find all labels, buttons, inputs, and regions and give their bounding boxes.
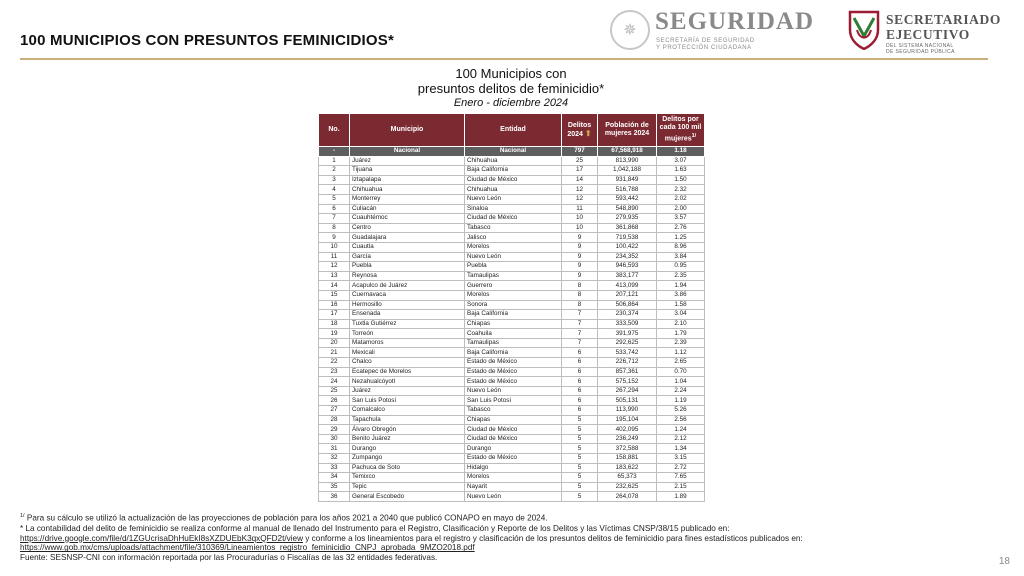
table-cell: 813,990 (598, 156, 657, 166)
table-cell: Tabasco (465, 223, 562, 233)
footnote-2: * La contabilidad del delito de feminicidio se realiza conforme al manual de llenado del Instrumento para el Registro, Clasificación y Reporte de los Delitos y las Víctimas CNSP/38/15 publicado en: (20, 523, 730, 533)
table-row (319, 329, 705, 339)
table-cell: Hermosillo (350, 300, 465, 310)
arrow-up-icon: ⬆ (584, 128, 592, 138)
table-cell: 1.25 (657, 233, 705, 243)
table-cell: Jalisco (465, 233, 562, 243)
table-cell: 67,568,918 (598, 147, 657, 157)
table-cell: 32 (319, 454, 350, 464)
table-row (319, 300, 705, 310)
table-cell: 9 (562, 252, 598, 262)
seguridad-subtitle-1: SECRETARÍA DE SEGURIDAD (656, 38, 755, 44)
table-cell: 505,131 (598, 396, 657, 406)
table-cell: 2.65 (657, 358, 705, 368)
table-cell: Puebla (350, 262, 465, 272)
secretariado-logo (848, 10, 1013, 56)
table-cell: 1.24 (657, 425, 705, 435)
table-cell: 183,622 (598, 463, 657, 473)
table-cell: Estado de México (465, 377, 562, 387)
table-cell: Estado de México (465, 367, 562, 377)
table-cell: 5 (319, 194, 350, 204)
table-cell: 18 (319, 319, 350, 329)
header-rule (20, 58, 988, 60)
table-cell: Ecatepec de Morelos (350, 367, 465, 377)
table-cell: Tuxtla Gutiérrez (350, 319, 465, 329)
table-cell: 7 (562, 329, 598, 339)
table-cell: 1.34 (657, 444, 705, 454)
table-cell: 27 (319, 406, 350, 416)
table-cell: 931,849 (598, 175, 657, 185)
table-cell: 593,442 (598, 194, 657, 204)
table-cell: Centro (350, 223, 465, 233)
table-cell: 113,990 (598, 406, 657, 416)
table-cell: 5 (562, 463, 598, 473)
table-cell: 333,509 (598, 319, 657, 329)
table-cell: Baja California (465, 348, 562, 358)
table-cell: 8 (562, 281, 598, 291)
table-row (319, 444, 705, 454)
col-delitos-label: Delitos 2024 (567, 121, 592, 138)
table-cell: 1,042,188 (598, 166, 657, 176)
table-cell: 25 (319, 386, 350, 396)
table-cell: 2.12 (657, 434, 705, 444)
table-cell: 264,078 (598, 492, 657, 502)
table-cell: 8 (562, 300, 598, 310)
table-cell: 5 (562, 492, 598, 502)
table-cell: 2.76 (657, 223, 705, 233)
national-seal-icon: ✵ (610, 10, 650, 50)
table-cell: 30 (319, 434, 350, 444)
table-cell: 1.63 (657, 166, 705, 176)
table-cell: Álvaro Obregón (350, 425, 465, 435)
table-cell: 1.04 (657, 377, 705, 387)
table-cell: Estado de México (465, 358, 562, 368)
table-cell: Tamaulipas (465, 271, 562, 281)
table-cell: 6 (562, 386, 598, 396)
table-cell: Chihuahua (465, 185, 562, 195)
table-cell: Ciudad de México (465, 175, 562, 185)
table-cell: Nuevo León (465, 386, 562, 396)
table-cell: 533,742 (598, 348, 657, 358)
footnote-2-continued (20, 534, 1010, 544)
table-cell: 7 (562, 338, 598, 348)
table-cell: Nacional (350, 147, 465, 157)
table-cell: 35 (319, 482, 350, 492)
table-cell: 33 (319, 463, 350, 473)
table-cell: Mexicali (350, 348, 465, 358)
table-cell: Cuautla (350, 242, 465, 252)
table-cell: 14 (319, 281, 350, 291)
table-row (319, 396, 705, 406)
table-row (319, 166, 705, 176)
table-cell: 207,121 (598, 290, 657, 300)
table-cell: 21 (319, 348, 350, 358)
table-cell: 857,361 (598, 367, 657, 377)
table-cell: 5 (562, 473, 598, 483)
table-cell: Culiacán (350, 204, 465, 214)
col-entidad-header: Entidad (465, 114, 562, 147)
table-cell: 6 (562, 348, 598, 358)
table-row (319, 290, 705, 300)
table-cell: 9 (562, 271, 598, 281)
table-row (319, 175, 705, 185)
table-cell: Juárez (350, 386, 465, 396)
table-cell: 2.39 (657, 338, 705, 348)
table-cell: Sinaloa (465, 204, 562, 214)
table-cell: 3 (319, 175, 350, 185)
table-cell: 100,422 (598, 242, 657, 252)
table-cell: Cuauhtémoc (350, 214, 465, 224)
table-cell: 3.86 (657, 290, 705, 300)
table-row (319, 156, 705, 166)
table-cell: 3.07 (657, 156, 705, 166)
col-tasa-footnote-mark: 1/ (691, 133, 697, 140)
table-row (319, 262, 705, 272)
table-cell: 7 (562, 310, 598, 320)
table-header-row (319, 114, 705, 147)
table-row (319, 281, 705, 291)
table-cell: 20 (319, 338, 350, 348)
table-row (319, 358, 705, 368)
table-cell: 279,935 (598, 214, 657, 224)
table-cell: 10 (562, 214, 598, 224)
table-cell: 575,152 (598, 377, 657, 387)
gob-link[interactable]: https://www.gob.mx/cms/uploads/attachment/file/310369/Lineamientos_registro_feminicidio_CNPJ_aprobada_9MZO2018.pdf (20, 543, 475, 553)
table-row (319, 223, 705, 233)
table-row (319, 233, 705, 243)
table-cell: Iztapalapa (350, 175, 465, 185)
table-cell: 65,373 (598, 473, 657, 483)
table-cell: 1.89 (657, 492, 705, 502)
table-cell: Morelos (465, 242, 562, 252)
table-cell: 12 (319, 262, 350, 272)
table-cell: 1 (319, 156, 350, 166)
table-cell: 22 (319, 358, 350, 368)
table-cell: 230,374 (598, 310, 657, 320)
table-cell: 6 (562, 396, 598, 406)
table-cell: 1.58 (657, 300, 705, 310)
table-cell: Tabasco (465, 406, 562, 416)
table-cell: 3.84 (657, 252, 705, 262)
table-cell: - (319, 147, 350, 157)
table-cell: Baja California (465, 310, 562, 320)
table-cell: 9 (562, 233, 598, 243)
table-cell: 226,712 (598, 358, 657, 368)
table-cell: 1.50 (657, 175, 705, 185)
footnote-1-text: Para su cálculo se utilizó la actualización de las proyecciones de población para los años 2021 a 2040 que publicó CONAPO en mayo de 2024. (26, 513, 548, 523)
table-cell: Temixco (350, 473, 465, 483)
table-row (319, 252, 705, 262)
table-cell: Reynosa (350, 271, 465, 281)
table-row (319, 214, 705, 224)
table-cell: Nezahualcóyotl (350, 377, 465, 387)
table-cell: 413,099 (598, 281, 657, 291)
col-poblacion-header: Población de mujeres 2024 (598, 114, 657, 147)
table-cell: 36 (319, 492, 350, 502)
table-title-line-1: 100 Municipios con (455, 66, 567, 81)
secretariado-word-1: SECRETARIADO (886, 12, 1001, 27)
table-cell: 26 (319, 396, 350, 406)
table-cell: 2.56 (657, 415, 705, 425)
table-cell: 5 (562, 444, 598, 454)
table-cell: 9 (562, 242, 598, 252)
table-cell: Nuevo León (465, 194, 562, 204)
table-cell: Chalco (350, 358, 465, 368)
table-row (319, 377, 705, 387)
seguridad-wordmark: SEGURIDAD (655, 8, 815, 35)
table-cell: 5 (562, 454, 598, 464)
footnote-3 (20, 543, 1010, 553)
col-tasa-header (657, 114, 705, 147)
table-row (319, 415, 705, 425)
table-cell: Sonora (465, 300, 562, 310)
table-cell: 2.15 (657, 482, 705, 492)
table-cell: Tapachula (350, 415, 465, 425)
table-cell: 267,294 (598, 386, 657, 396)
table-cell: Estado de México (465, 454, 562, 464)
table-cell: 2.24 (657, 386, 705, 396)
table-row (319, 242, 705, 252)
table-cell: 6 (562, 358, 598, 368)
table-cell: Zumpango (350, 454, 465, 464)
secretariado-word-2: EJECUTIVO (886, 27, 970, 42)
secretariado-subtitle-2: DE SEGURIDAD PÚBLICA (886, 49, 955, 55)
table-cell: 4 (319, 185, 350, 195)
table-cell: 17 (562, 166, 598, 176)
table-cell: 19 (319, 329, 350, 339)
table-cell: 6 (319, 204, 350, 214)
table-cell: Pachuca de Soto (350, 463, 465, 473)
table-cell: 16 (319, 300, 350, 310)
table-cell: 5 (562, 434, 598, 444)
table-cell: 946,593 (598, 262, 657, 272)
table-row (319, 310, 705, 320)
table-cell: 7 (562, 319, 598, 329)
table-cell: 0.95 (657, 262, 705, 272)
page-number: 18 (998, 556, 1010, 567)
table-cell: 719,538 (598, 233, 657, 243)
table-cell: 234,352 (598, 252, 657, 262)
table-cell: 236,249 (598, 434, 657, 444)
secretariado-subtitle-1: DEL SISTEMA NACIONAL (886, 43, 954, 49)
table-row (319, 338, 705, 348)
table-cell: San Luis Potosí (350, 396, 465, 406)
table-cell: 23 (319, 367, 350, 377)
table-cell: 7.65 (657, 473, 705, 483)
table-row (319, 454, 705, 464)
table-cell: San Luis Potosí (465, 396, 562, 406)
table-cell: 12 (562, 194, 598, 204)
table-cell: 1.18 (657, 147, 705, 157)
table-cell: 6 (562, 377, 598, 387)
drive-link[interactable]: https://drive.google.com/file/d/1ZGUcrisaDhHuEkI8sXZDUEbK3qxQFD2t/view (20, 533, 304, 543)
table-cell: Cuernavaca (350, 290, 465, 300)
table-cell: Ciudad de México (465, 214, 562, 224)
table-cell: 17 (319, 310, 350, 320)
table-row (319, 367, 705, 377)
table-cell: 8 (562, 290, 598, 300)
national-row (319, 147, 705, 157)
table-cell: 158,881 (598, 454, 657, 464)
table-cell: Durango (465, 444, 562, 454)
table-cell: Coahuila (465, 329, 562, 339)
table-cell: General Escobedo (350, 492, 465, 502)
table-cell: Nayarit (465, 482, 562, 492)
table-cell: 14 (562, 175, 598, 185)
table-cell: Puebla (465, 262, 562, 272)
table-cell: 34 (319, 473, 350, 483)
table-cell: 292,625 (598, 338, 657, 348)
table-cell: 10 (562, 223, 598, 233)
table-row (319, 473, 705, 483)
table-row (319, 185, 705, 195)
table-row (319, 463, 705, 473)
table-cell: 391,975 (598, 329, 657, 339)
table-cell: Tamaulipas (465, 338, 562, 348)
table-cell: 15 (319, 290, 350, 300)
table-cell: 0.70 (657, 367, 705, 377)
table-row (319, 406, 705, 416)
table-cell: 11 (319, 252, 350, 262)
table-row (319, 425, 705, 435)
table-cell: Tepic (350, 482, 465, 492)
table-cell: Ensenada (350, 310, 465, 320)
col-no-header: No. (319, 114, 350, 147)
table-row (319, 271, 705, 281)
table-cell: Guerrero (465, 281, 562, 291)
table-cell: 5 (562, 415, 598, 425)
source-note: Fuente: SESNSP-CNI con información reportada por las Procuradurías o Fiscalías de las 32 entidades federativas. (20, 553, 438, 563)
table-cell: Guadalajara (350, 233, 465, 243)
table-cell: 383,177 (598, 271, 657, 281)
table-row (319, 194, 705, 204)
col-municipio-header: Municipio (350, 114, 465, 147)
table-row (319, 348, 705, 358)
shield-icon (848, 10, 880, 50)
table-cell: 3.15 (657, 454, 705, 464)
table-cell: Nacional (465, 147, 562, 157)
table-cell: 2.02 (657, 194, 705, 204)
table-cell: 7 (319, 214, 350, 224)
table-cell: 548,890 (598, 204, 657, 214)
table-cell: 232,625 (598, 482, 657, 492)
table-row (319, 434, 705, 444)
table-cell: 12 (562, 185, 598, 195)
table-cell: 2.00 (657, 204, 705, 214)
table-cell: Ciudad de México (465, 434, 562, 444)
table-cell: 2.10 (657, 319, 705, 329)
table-cell: Morelos (465, 290, 562, 300)
table-cell: 3.57 (657, 214, 705, 224)
table-cell: Nuevo León (465, 492, 562, 502)
table-cell: García (350, 252, 465, 262)
table-cell: Chiapas (465, 319, 562, 329)
table-row (319, 492, 705, 502)
seguridad-logo (610, 8, 835, 54)
table-cell: 13 (319, 271, 350, 281)
table-cell: Ciudad de México (465, 425, 562, 435)
table-cell: 5 (562, 425, 598, 435)
table-cell: Monterrey (350, 194, 465, 204)
table-row (319, 386, 705, 396)
table-cell: 2.35 (657, 271, 705, 281)
table-cell: Juárez (350, 156, 465, 166)
table-cell: Hidalgo (465, 463, 562, 473)
table-cell: 9 (562, 262, 598, 272)
footnote-1 (20, 512, 1010, 524)
footnotes (20, 512, 1010, 563)
col-delitos-header (562, 114, 598, 147)
table-period: Enero - diciembre 2024 (453, 97, 569, 109)
table-cell: Baja California (465, 166, 562, 176)
table-cell: Morelos (465, 473, 562, 483)
table-cell: 402,095 (598, 425, 657, 435)
table-title-line-2: presuntos delitos de feminicidio* (417, 81, 605, 96)
table-cell: 24 (319, 377, 350, 387)
table-cell: Acapulco de Juárez (350, 281, 465, 291)
municipios-table (318, 113, 705, 502)
table-cell: 2.72 (657, 463, 705, 473)
table-cell: 9 (319, 233, 350, 243)
table-cell: 6 (562, 367, 598, 377)
table-cell: Tijuana (350, 166, 465, 176)
footnote-2b-text: y conforme a los lineamientos para el registro y clasificación de los presuntos delitos de feminicidio para fines estadísticos publicados en: (303, 533, 803, 543)
table-row (319, 204, 705, 214)
table-cell: 25 (562, 156, 598, 166)
table-cell: Torreón (350, 329, 465, 339)
table-cell: 8 (319, 223, 350, 233)
table-cell: 2 (319, 166, 350, 176)
table-row (319, 482, 705, 492)
table-cell: Nuevo León (465, 252, 562, 262)
page-heading: 100 MUNICIPIOS CON PRESUNTOS FEMINICIDIOS* (20, 32, 395, 49)
table-cell: 361,868 (598, 223, 657, 233)
table-cell: Comalcalco (350, 406, 465, 416)
table-cell: 1.19 (657, 396, 705, 406)
table-cell: Chihuahua (465, 156, 562, 166)
table-cell: 29 (319, 425, 350, 435)
table-cell: 6 (562, 406, 598, 416)
table-cell: 10 (319, 242, 350, 252)
table-cell: 1.12 (657, 348, 705, 358)
table-cell: 506,864 (598, 300, 657, 310)
table-cell: 5.26 (657, 406, 705, 416)
table-cell: 1.94 (657, 281, 705, 291)
table-cell: 28 (319, 415, 350, 425)
table-cell: 372,588 (598, 444, 657, 454)
table-cell: 3.04 (657, 310, 705, 320)
table-cell: Chiapas (465, 415, 562, 425)
table-cell: 11 (562, 204, 598, 214)
table-cell: 2.32 (657, 185, 705, 195)
table-cell: Matamoros (350, 338, 465, 348)
table-cell: Benito Juárez (350, 434, 465, 444)
table-row (319, 319, 705, 329)
table-cell: Chihuahua (350, 185, 465, 195)
table-cell: 31 (319, 444, 350, 454)
footnote-1-mark: 1/ (20, 513, 25, 519)
table-cell: 5 (562, 482, 598, 492)
table-cell: 8.96 (657, 242, 705, 252)
table-cell: 195,104 (598, 415, 657, 425)
table-cell: 797 (562, 147, 598, 157)
table-cell: 1.79 (657, 329, 705, 339)
table-cell: Durango (350, 444, 465, 454)
table-cell: 516,788 (598, 185, 657, 195)
seguridad-subtitle-2: Y PROTECCIÓN CIUDADANA (656, 45, 752, 51)
col-tasa-label: Delitos por cada 100 mil mujeres (659, 116, 702, 143)
